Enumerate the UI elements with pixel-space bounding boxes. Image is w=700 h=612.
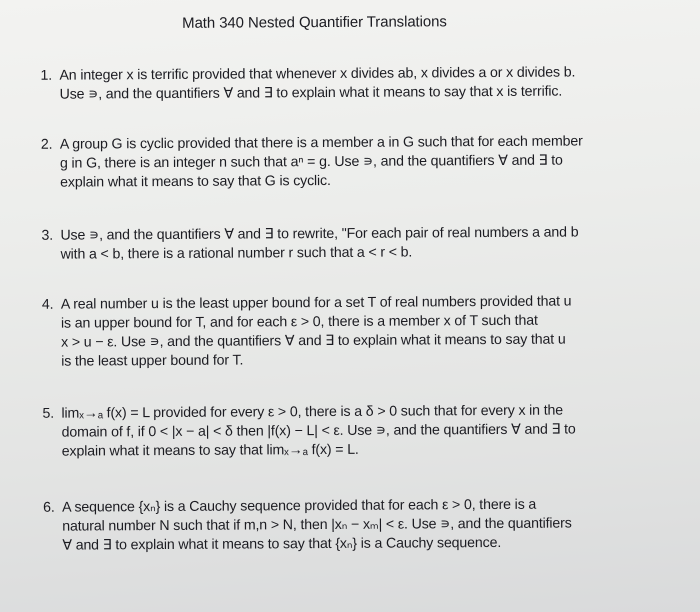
question-text-line: A sequence {xₙ} is a Cauchy sequence provided that for each ε > 0, there is a [62,496,537,516]
question-number: 2. [40,136,53,153]
question-text-line: limₓ→ₐ f(x) = L provided for every ε > 0, there is a δ > 0 such that for every x in the [61,402,564,422]
question-text-line: is an upper bound for T, and for each ε > 0, there is a member x of T such that [60,312,538,332]
question-text-line: with a < b, there is a rational number r such that a < r < b. [60,244,413,263]
question-5 [42,401,662,462]
question-text-line: is the least upper bound for T. [61,352,244,370]
question-number: 6. [43,499,55,516]
question-text-line: explain what it means to say that limₓ→ₐ f(x) = L. [61,441,359,460]
question-text-line: A group G is cyclic provided that there is a member a in G such that for each member [59,133,583,153]
question-text-line: g in G, there is an integer n such that aⁿ = g. Use ∍, and the quantifiers ∀ and ∃ to [59,152,563,172]
question-text-line: domain of f, if 0 < |x − a| < δ then |f(x) − L| < ε. Use ∍, and the quantifiers ∀ and ∃ to [61,421,576,441]
question-text-line: x > u − ε. Use ∍, and the quantifiers ∀ and ∃ to explain what it means to say that u [61,331,566,351]
question-number: 4. [41,296,54,313]
question-number: 5. [42,405,55,422]
question-1 [40,63,660,105]
page-title: Math 340 Nested Quantifier Translations [182,13,447,32]
question-text-line: Use ∍, and the quantifiers ∀ and ∃ to explain what it means to say that x is terrific. [59,83,563,103]
question-text-line: natural number N such that if m,n > N, then |xₙ − xₘ| < ε. Use ∍, and the quantifiers [62,515,572,535]
question-3 [41,223,661,265]
question-text-line: A real number u is the least upper bound for a set T of real numbers provided that u [60,293,572,313]
question-text-line: ∀ and ∃ to explain what it means to say that {xₙ} is a Cauchy sequence. [62,534,502,554]
question-6 [43,495,663,556]
question-text-line: An integer x is terrific provided that whenever x divides ab, x divides a or x divides b. [59,64,576,84]
question-4 [42,292,662,372]
question-number: 1. [40,67,53,84]
question-text-line: Use ∍, and the quantifiers ∀ and ∃ to rewrite, "For each pair of real numbers a and b [60,224,579,244]
question-2 [41,132,661,193]
question-text-line: explain what it means to say that G is cyclic. [60,172,331,191]
question-number: 3. [41,227,54,244]
